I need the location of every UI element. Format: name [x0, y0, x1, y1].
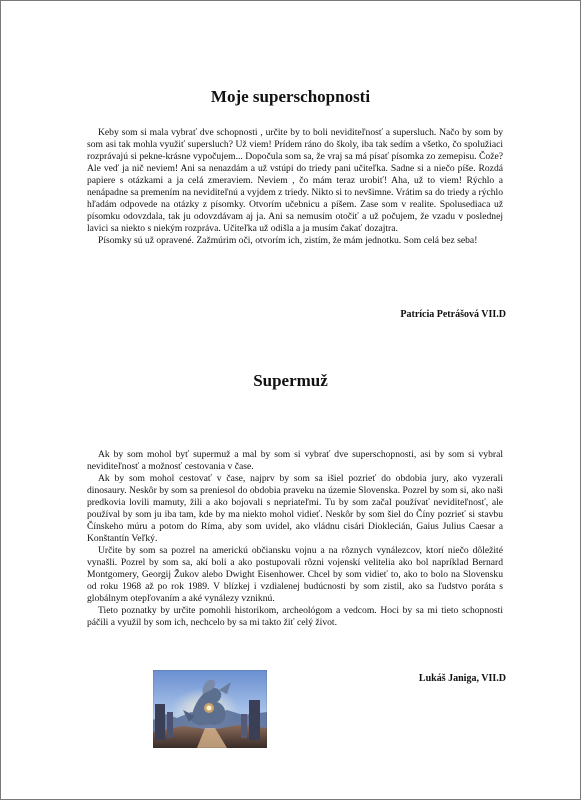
- article-author-superschopnosti: Patrícia Petrášová VII.D: [400, 309, 506, 320]
- paragraph: Tieto poznatky by určite pomohli historikom, archeológom a vedcom. Hoci by sa mi tieto schopnosti páčili a využil by som ich, nechcelo by sa mi takto žiť celý život.: [87, 605, 503, 628]
- paragraph: Písomky sú už opravené. Zažmúrim oči, otvorím ich, zistím, že mám jednotku. Som celá bez seba!: [98, 235, 478, 246]
- paragraph: Keby som si mala vybrať dve schopnosti , určite by to boli neviditeľnosť a supersluch. Načo by som by som asi tak mohla využiť supersluch? Už viem! Prídem ráno do školy, iba tak sedím a všetko, čo spolužiaci rozprávajú si pekne-krásne vypočujem... Dopočula som sa, že vraj sa má písať písomka zo zemepisu. Čože? Ale veď ja nič neviem! Ani sa nenazdám a už vstúpi do triedy pani učiteľka. Sadne si a niečo píše. Rozdá papiere s otázkami a ja celá zmeraviem. Neviem , čo mám teraz urobiť! Aha, už to viem! Rýchlo a nenápadne sa premením na neviditeľnú a vyjdem z triedy. Nikto si to nevšimne. Vrátim sa do triedy a rýchlo hľadám odpovede na otázky z písomky. Otvorím učebnicu a píšem. Zase som v realite. Spolusediaca už písomku odovzdala, tak ju odovzdávam aj ja. Ani sa nemusím otočiť a už počujem, že vzadu v poslednej lavici sa niekto s niekým rozpráva. Učiteľka už odišla a ja musím čakať dozajtra.: [87, 127, 504, 234]
- fantasy-scene-picture: [153, 670, 267, 748]
- article-author-supermuz: Lukáš Janiga, VII.D: [418, 673, 506, 684]
- article-body-superschopnosti: [87, 127, 503, 247]
- article-title-superschopnosti: Moje superschopnosti: [210, 87, 371, 106]
- paragraph: Ak by som mohol cestovať v čase, najprv by som sa išiel pozrieť do obdobia jury, ako vyzerali dinosaury. Neskôr by som sa preniesol do obdobia praveku na územie Slovenska. Pozrel by som si, ako naši predkovia lovili mamuty, žili a ako bojovali s nepriateľmi. Tu by som začal používať neviditeľnosť, ale používal by som ju iba tam, kde by ma niekto mohol vidieť. Neskôr by som šiel do Číny pozrieť si stavbu Čínskeho múru a potom do Ríma, aby som uvidel, ako vládnu cisári Dioklecián, Gaius Julius Caesar a Konštantín Veľký.: [87, 473, 503, 544]
- paragraph: Ak by som mohol byť supermuž a mal by som si vybrať dve superschopnosti, asi by som si vybral neviditeľnosť a možnosť cestovania v čase.: [87, 449, 503, 472]
- fantasy-illustration-image: [153, 670, 267, 748]
- paragraph: Určite by som sa pozrel na americkú občiansku vojnu a na rôznych vynálezcov, ktorí niečo dôležité vynašli. Pozrel by som sa, akí boli a ako postupovali rôzni vojenskí velitelia ako bol napríklad Bernard Montgomery, Georgij Žukov alebo Dwight Eisenhower. Chcel by som vidieť to, ako to bolo na Slovensku od roku 1968 až po rok 1989. V blízkej i vzdialenej budúcnosti by som zistil, ako sa ľudstvo poráta s globálnym otepľovaním a aké vynálezy vzniknú.: [87, 545, 503, 604]
- article-title-supermuz: Supermuž: [253, 371, 328, 390]
- article-body-supermuz: [87, 449, 503, 629]
